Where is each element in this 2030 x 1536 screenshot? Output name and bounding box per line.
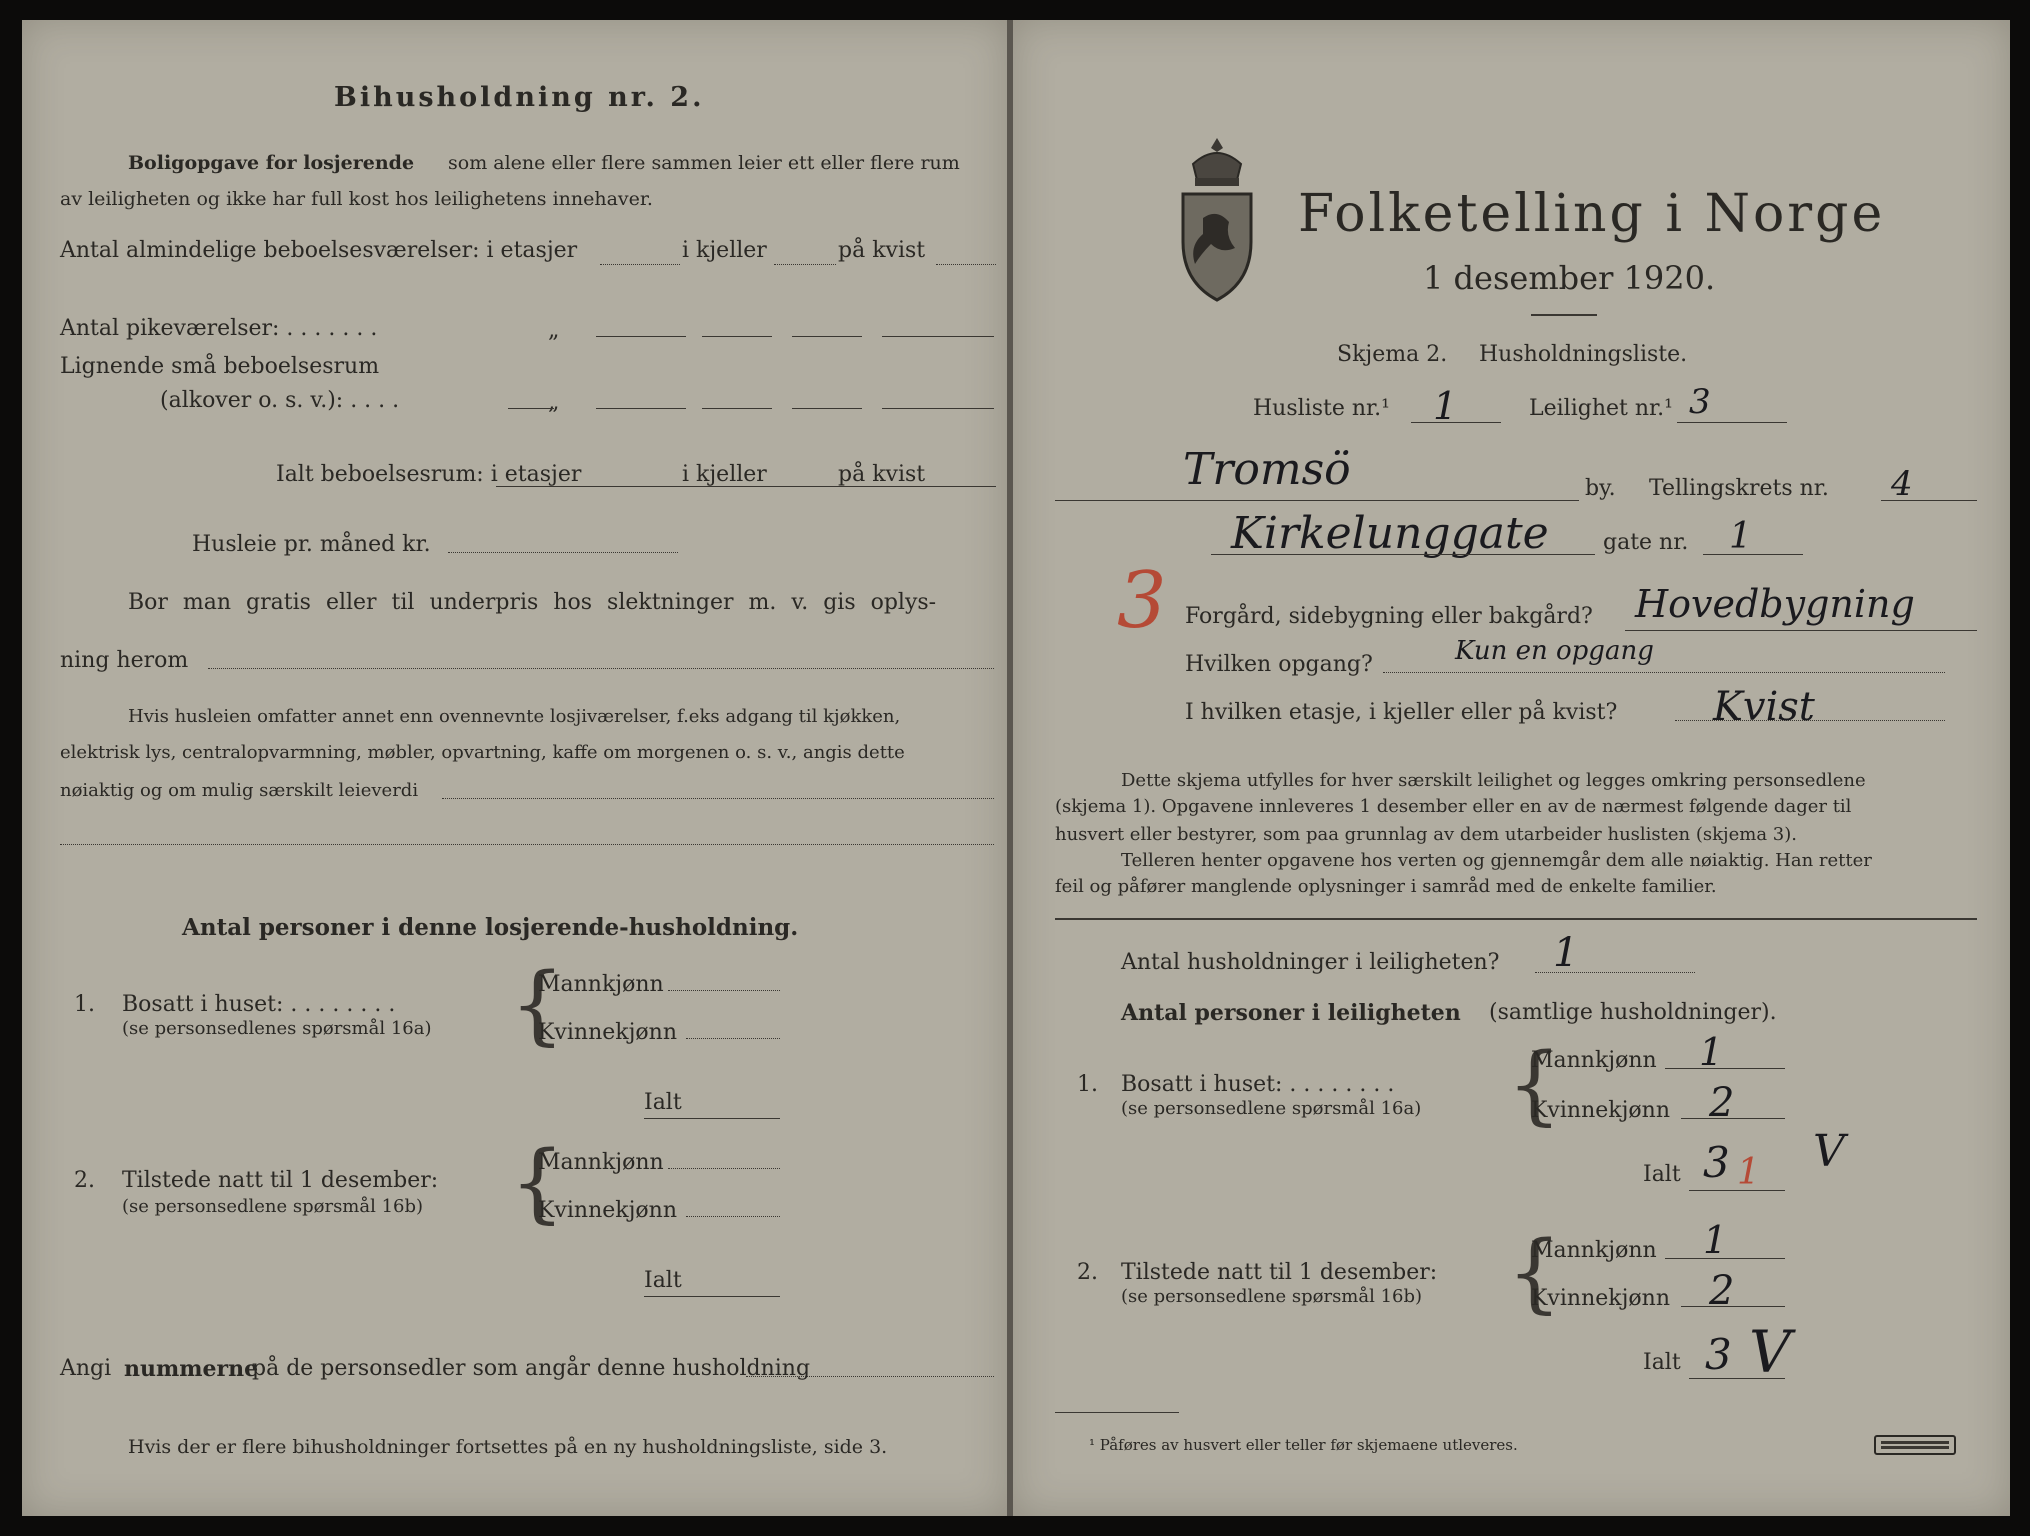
coat-of-arms-icon [1175,134,1259,306]
r-q1-ialt-value: 3 [1703,1138,1730,1187]
ialt-i-kjeller: i kjeller [682,462,767,487]
instructions-line3: husvert eller bestyrer, som paa grunnlag av dem utarbeider huslisten (skjema 3). [1055,824,1797,845]
r-q1-mann-field[interactable] [1665,1068,1785,1069]
leilighet-value: 3 [1689,382,1711,422]
gate-nr-label: gate nr. [1603,530,1689,555]
intro-rest: som alene eller flere sammen leier ett eller flere rum [448,152,960,174]
hvis-line1: Hvis husleien omfatter annet enn ovennevnte losjiværelser, f.eks adgang til kjøkken, [128,706,901,727]
etasje-label: I hvilken etasje, i kjeller eller på kvist? [1185,700,1618,725]
q1-number: 1. [74,992,95,1017]
q2-ialt-label: Ialt [644,1268,682,1293]
q1-brace: { [510,955,565,1055]
q2-mann-label: Mannkjønn [538,1150,664,1175]
etasje-value: Kvist [1713,684,1815,730]
antal-pers-bold: Antal personer i leiligheten [1121,1000,1461,1026]
instructions-line2: (skjema 1). Opgavene innleveres 1 desember eller en av de nærmest følgende dager til [1055,796,1852,817]
city-field[interactable] [1055,500,1579,501]
row-lignende-label: Lignende små beboelsesrum [60,354,380,379]
q1-kvinne-field[interactable] [686,1038,780,1039]
row1-i-kjeller: i kjeller [682,238,767,263]
husliste-label: Husliste nr.¹ [1253,396,1390,421]
left-footer: Hvis der er flere bihusholdninger fortsettes på en ny husholdningsliste, side 3. [128,1436,888,1458]
q1-sub: (se personsedlenes spørsmål 16a) [122,1018,432,1039]
antal-heading: Antal personer i denne losjerende-husholdning. [182,914,799,941]
field-pike-1[interactable] [596,336,686,337]
hvis-line3: nøiaktig og om mulig særskilt leieverdi [60,780,419,801]
field-alk-0[interactable] [508,408,554,409]
r-q1-kvinne-value: 2 [1709,1080,1735,1126]
husliste-value: 1 [1433,384,1458,428]
forgaard-field[interactable] [1625,630,1977,631]
q2-sub: (se personsedlene spørsmål 16b) [122,1196,424,1217]
field-alk-4[interactable] [882,408,994,409]
street-field[interactable] [1211,554,1595,555]
opgang-value: Kun en opgang [1455,636,1654,666]
angi-post: på de personsedler som angår denne husholdning [252,1356,811,1381]
r-q1-brace: { [1507,1035,1562,1135]
forgaard-label: Forgård, sidebygning eller bakgård? [1185,604,1593,629]
field-kjeller[interactable] [774,264,836,265]
ialt-paa-kvist: på kvist [838,462,926,487]
q1-mann-label: Mannkjønn [538,972,664,997]
q2-kvinne-field[interactable] [686,1216,780,1217]
q2-ialt-field[interactable] [644,1296,780,1297]
r-q2-check: V [1749,1318,1791,1386]
r-q2-ialt-value: 3 [1705,1330,1732,1379]
opgang-field[interactable] [1383,672,1945,673]
q2-brace: { [510,1133,565,1233]
field-etasjer[interactable] [600,264,680,265]
row-almindelige-label: Antal almindelige beboelsesværelser: i etasjer [60,238,578,263]
r-q2-mann-value: 1 [1703,1218,1728,1262]
r-q1-kvinne-label: Kvinnekjønn [1531,1098,1670,1123]
r-q1-sub: (se personsedlene spørsmål 16a) [1121,1098,1422,1119]
gate-field[interactable] [1703,554,1803,555]
r-q1-mann-value: 1 [1699,1030,1724,1074]
angi-pre: Angi [60,1356,112,1381]
instructions-line1: Dette skjema utfylles for hver særskilt leilighet og legges omkring personsedlene [1121,770,1866,791]
margin-red-mark: 3 [1117,556,1167,646]
field-alk-1[interactable] [596,408,686,409]
field-bor[interactable] [208,668,994,669]
r-q1-ialt-red-mark: 1 [1737,1152,1760,1193]
r-q1-number: 1. [1077,1072,1098,1097]
section-divider [1055,918,1977,920]
r-q2-kvinne-value: 2 [1709,1268,1735,1314]
instructions-line5: feil og påfører manglende oplysninger i samråd med de enkelte familier. [1055,876,1717,897]
r-q2-ialt-label: Ialt [1643,1350,1681,1375]
field-husleie[interactable] [448,552,678,553]
r-q2-sub: (se personsedlene spørsmål 16b) [1121,1286,1423,1307]
q1-mann-field[interactable] [668,990,780,991]
left-title: Bihusholdning nr. 2. [334,82,705,113]
q1-ialt-field[interactable] [644,1118,780,1119]
bor-line1: Bor man gratis eller til underpris hos slektninger m. v. gis oplys- [128,590,937,615]
krets-label: Tellingskrets nr. [1649,476,1829,501]
right-title: Folketelling i Norge [1298,184,1886,244]
ditto-mark-2: „ [548,390,560,415]
leilighet-field[interactable] [1677,422,1787,423]
q1-ialt-label: Ialt [644,1090,682,1115]
r-q2-number: 2. [1077,1260,1098,1285]
field-leieverdi-2[interactable] [60,844,994,845]
instructions-line4: Telleren henter opgavene hos verten og gjennemgår dem alle nøiaktig. Han retter [1121,850,1872,871]
r-q2-mann-label: Mannkjønn [1531,1238,1657,1263]
q1-label: Bosatt i huset: . . . . . . . . [122,992,396,1017]
husholdningsliste-label: Husholdningsliste. [1479,342,1688,367]
row-alkover-label: (alkover o. s. v.): . . . . [160,388,400,413]
ialt-beboelsesrum-label: Ialt beboelsesrum: i etasjer [276,462,582,487]
field-pike-3[interactable] [792,336,862,337]
r-q1-ialt-label: Ialt [1643,1162,1681,1187]
forgaard-value: Hovedbygning [1635,582,1915,626]
antal-hush-value: 1 [1553,930,1579,976]
field-pike-2[interactable] [702,336,772,337]
by-label: by. [1585,476,1616,501]
skjema-label: Skjema 2. [1337,342,1448,367]
bor-line2: ning herom [60,648,189,673]
field-alk-3[interactable] [792,408,862,409]
r-q2-label: Tilstede natt til 1 desember: [1121,1260,1438,1285]
r-q2-kvinne-label: Kvinnekjønn [1531,1286,1670,1311]
street-value: Kirkelunggate [1231,508,1549,559]
footnote-text: ¹ Påføres av husvert eller teller før skjemaene utleveres. [1089,1436,1518,1454]
left-page [22,20,1007,1516]
right-date: 1 desember 1920. [1423,259,1716,297]
r-q1-label: Bosatt i huset: . . . . . . . . [1121,1072,1395,1097]
field-kvist[interactable] [936,264,996,265]
field-pike-4[interactable] [882,336,994,337]
printer-stamp-icon [1873,1434,1957,1456]
field-alk-2[interactable] [702,408,772,409]
krets-value: 4 [1891,464,1913,504]
opgang-label: Hvilken opgang? [1185,652,1373,677]
footnote-rule [1055,1412,1179,1413]
city-value: Tromsö [1183,444,1351,495]
row1-paa-kvist: på kvist [838,238,926,263]
q1-kvinne-label: Kvinnekjønn [538,1020,677,1045]
r-q1-check: V [1813,1126,1845,1177]
field-leieverdi[interactable] [442,798,994,799]
intro-bold: Boligopgave for losjerende [128,152,415,174]
q2-mann-field[interactable] [668,1168,780,1169]
ditto-mark: „ [548,318,560,343]
field-nummerne[interactable] [746,1376,994,1377]
angi-bold: nummerne [124,1356,259,1382]
row-pikevaerelser-label: Antal pikeværelser: . . . . . . . [60,316,378,341]
leilighet-label: Leilighet nr.¹ [1529,396,1673,421]
q2-kvinne-label: Kvinnekjønn [538,1198,677,1223]
antal-hush-label: Antal husholdninger i leiligheten? [1121,950,1500,975]
antal-pers-rest: (samtlige husholdninger). [1489,1000,1777,1025]
r-q1-mann-label: Mannkjønn [1531,1048,1657,1073]
hvis-line2: elektrisk lys, centralopvarmning, møbler, opvartning, kaffe om morgenen o. s. v., angis dette [60,742,905,763]
gate-value: 1 [1729,516,1752,557]
q2-number: 2. [74,1168,95,1193]
intro-line2: av leiligheten og ikke har full kost hos leilighetens innehaver. [60,188,653,210]
r-q2-brace: { [1507,1223,1562,1323]
q2-label: Tilstede natt til 1 desember: [122,1168,439,1193]
right-page [1013,20,2010,1516]
husleie-label: Husleie pr. måned kr. [192,532,431,557]
title-rule [1531,314,1597,316]
